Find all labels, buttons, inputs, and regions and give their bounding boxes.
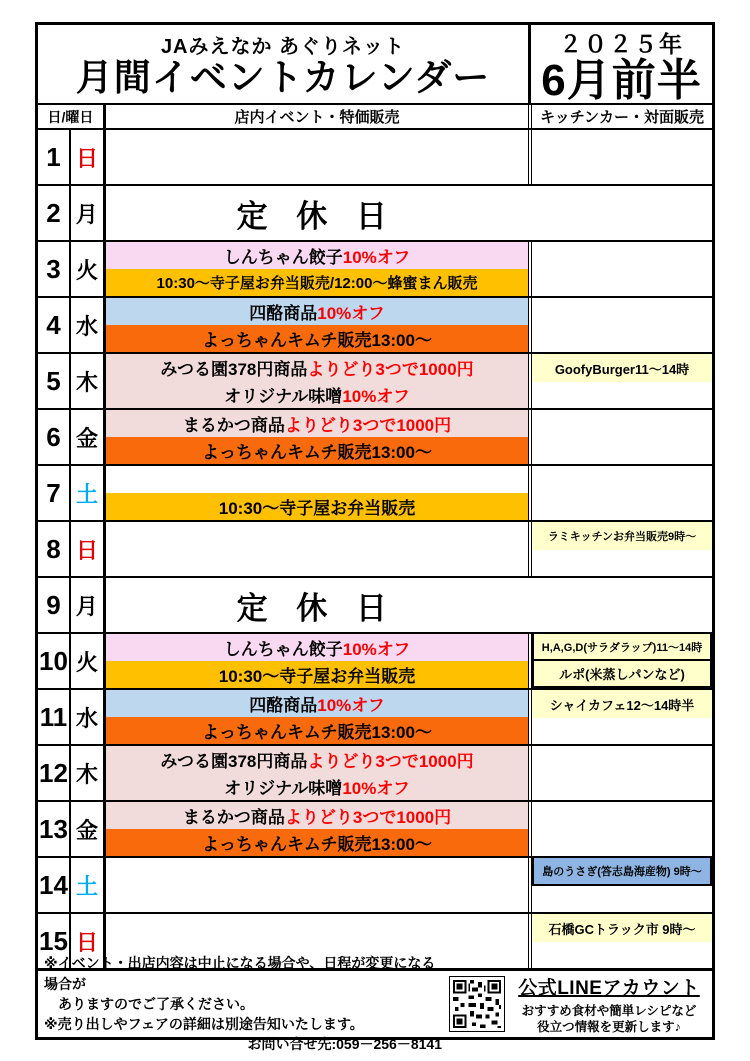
event-banner <box>106 493 528 520</box>
calendar-row-7 <box>38 464 712 520</box>
kitchen-car-banner: 石橋GCトラック市 9時～ <box>532 914 712 942</box>
title-cell <box>38 25 528 103</box>
line-sub-2: 役立つ情報を更新します♪ <box>537 1020 681 1034</box>
note-line: ※イベント・出店内容は中止になる場合や、日程が変更になる場合が <box>44 955 436 992</box>
calendar-row-13 <box>38 800 712 856</box>
event-banner <box>106 717 528 744</box>
day-of-week: 水 <box>71 690 106 744</box>
event-banner <box>106 381 528 408</box>
closed-day-cell <box>106 186 712 240</box>
event-banner <box>106 634 528 661</box>
column-date-day: 日/曜日 <box>38 105 106 128</box>
calendar-row-11 <box>38 688 712 744</box>
day-of-week: 日 <box>71 522 106 576</box>
period-cell <box>528 25 712 103</box>
footer <box>35 955 715 1053</box>
event-banner <box>106 802 528 829</box>
day-of-week: 火 <box>71 634 106 688</box>
in-store-cell <box>106 522 528 576</box>
event-text: よっちゃんキムチ販売13:00～ <box>202 835 432 854</box>
kitchen-cell <box>528 242 712 296</box>
event-banner <box>106 269 528 296</box>
date-number: 8 <box>38 522 71 576</box>
qr-code-icon <box>449 976 505 1032</box>
in-store-cell <box>106 858 528 912</box>
event-text: 四酪商品 <box>249 696 318 715</box>
date-number: 7 <box>38 466 71 520</box>
closed-day-cell <box>106 578 712 632</box>
in-store-cell <box>106 802 528 856</box>
event-banner <box>106 661 528 688</box>
event-text: 10:30～寺子屋お弁当販売 <box>218 667 416 686</box>
calendar-row-4 <box>38 296 712 352</box>
date-number: 10 <box>38 634 71 688</box>
in-store-cell <box>106 746 528 800</box>
kitchen-cell <box>528 802 712 856</box>
note-line: ※売り出しやフェアの詳細は別途告知いたします。 <box>44 1016 364 1033</box>
column-header <box>38 103 712 128</box>
date-number: 13 <box>38 802 71 856</box>
kitchen-cell <box>528 466 712 520</box>
event-calendar <box>35 22 715 971</box>
event-text: 四酪商品 <box>249 304 318 323</box>
event-banner <box>106 325 528 352</box>
calendar-row-9 <box>38 576 712 632</box>
store-name: JAみえなか あぐりネット <box>160 36 406 59</box>
closed-day-label: 定 休 日 <box>236 590 397 626</box>
calendar-row-3 <box>38 240 712 296</box>
qr-code <box>446 976 508 1032</box>
event-highlight: よりどり3つで1000円 <box>307 360 474 379</box>
event-text: みつる園378円商品 <box>160 752 308 771</box>
event-banner <box>106 746 528 773</box>
kitchen-cell <box>528 746 712 800</box>
column-kitchen-car: キッチンカー・対面販売 <box>528 105 712 128</box>
event-highlight: 10%オフ <box>342 640 411 659</box>
in-store-cell <box>106 354 528 408</box>
date-number: 3 <box>38 242 71 296</box>
kitchen-cell <box>528 298 712 352</box>
event-banner <box>106 354 528 381</box>
kitchen-cell <box>528 410 712 464</box>
contact-phone: お問い合せ先:059－256－8141 <box>247 1036 442 1053</box>
period-label: 6月前半 <box>541 55 702 105</box>
kitchen-cell <box>528 858 712 912</box>
date-number: 9 <box>38 578 71 632</box>
event-banner <box>106 690 528 717</box>
event-text: しんちゃん餃子 <box>223 248 343 267</box>
event-highlight: 10%オフ <box>342 779 410 798</box>
event-banner <box>106 298 528 325</box>
day-of-week: 日 <box>71 130 106 184</box>
day-of-week: 金 <box>71 802 106 856</box>
event-text: 10:30～寺子屋お弁当販売 <box>218 499 416 518</box>
closed-day-label: 定 休 日 <box>236 198 397 234</box>
page-title: 月間イベントカレンダー <box>75 57 491 99</box>
event-text: よっちゃんキムチ販売13:00～ <box>202 723 432 742</box>
day-of-week: 水 <box>71 298 106 352</box>
date-number: 5 <box>38 354 71 408</box>
date-number: 6 <box>38 410 71 464</box>
in-store-cell <box>106 466 528 520</box>
in-store-cell <box>106 634 528 688</box>
date-number: 15 <box>38 914 71 968</box>
column-in-store: 店内イベント・特価販売 <box>234 109 400 126</box>
calendar-row-5 <box>38 352 712 408</box>
event-highlight: 10%オフ <box>317 304 385 323</box>
day-of-week: 土 <box>71 466 106 520</box>
calendar-row-10 <box>38 632 712 688</box>
line-account-title: 公式LINEアカウント <box>518 977 700 999</box>
calendar-row-14 <box>38 856 712 912</box>
day-of-week: 金 <box>71 410 106 464</box>
event-text: しんちゃん餃子 <box>223 640 343 659</box>
event-text: まるかつ商品 <box>182 808 285 827</box>
calendar-header <box>38 25 712 103</box>
year-label: ２０２５年 <box>559 30 684 57</box>
kitchen-cell <box>528 522 712 576</box>
event-banner <box>106 410 528 437</box>
date-number: 1 <box>38 130 71 184</box>
event-banner <box>106 437 528 464</box>
kitchen-cell <box>528 914 712 968</box>
event-banner <box>106 242 528 269</box>
line-sub-1: おすすめ食材や簡単レシピなど <box>521 1003 697 1018</box>
day-of-week: 月 <box>71 186 106 240</box>
kitchen-car-banner: 島のうさぎ(答志島海産物) 9時～ <box>532 858 712 886</box>
event-highlight: 10%オフ <box>342 248 411 267</box>
event-text: 10:30～寺子屋お弁当販売/12:00～蜂蜜まん販売 <box>156 275 478 292</box>
kitchen-car-banner: シャイカフェ12～14時半 <box>532 690 712 718</box>
day-of-week: 日 <box>71 914 106 968</box>
calendar-row-12 <box>38 744 712 800</box>
date-number: 2 <box>38 186 71 240</box>
date-number: 4 <box>38 298 71 352</box>
in-store-cell <box>106 410 528 464</box>
event-text: みつる園378円商品 <box>160 360 308 379</box>
event-highlight: 10%オフ <box>342 387 410 406</box>
calendar-row-2 <box>38 184 712 240</box>
day-of-week: 木 <box>71 746 106 800</box>
line-account-description <box>522 1003 697 1036</box>
event-text: まるかつ商品 <box>182 416 285 435</box>
line-account-block <box>508 973 712 1036</box>
note-line: ありますのでご了承ください。 <box>44 995 254 1012</box>
event-text: よっちゃんキムチ販売13:00～ <box>202 443 432 462</box>
day-of-week: 火 <box>71 242 106 296</box>
calendar-row-1 <box>38 128 712 184</box>
kitchen-cell <box>528 354 712 408</box>
kitchen-cell <box>528 130 712 184</box>
day-of-week: 木 <box>71 354 106 408</box>
kitchen-car-banner: H,A,G,D(サラダラップ)11～14時 <box>532 634 712 661</box>
footer-notes <box>38 949 446 1058</box>
date-number: 11 <box>38 690 71 744</box>
calendar-row-8 <box>38 520 712 576</box>
kitchen-car-banner: ルポ(米蒸しパンなど) <box>532 661 712 688</box>
empty-slot <box>106 466 528 493</box>
event-highlight: 10%オフ <box>317 696 385 715</box>
date-number: 14 <box>38 858 71 912</box>
calendar-row-6 <box>38 408 712 464</box>
kitchen-car-banner: GoofyBurger11～14時 <box>532 354 712 382</box>
in-store-cell <box>106 298 528 352</box>
in-store-cell <box>106 242 528 296</box>
day-of-week: 土 <box>71 858 106 912</box>
in-store-cell <box>106 690 528 744</box>
event-highlight: よりどり3つで1000円 <box>284 808 452 827</box>
kitchen-cell <box>528 690 712 744</box>
event-text: オリジナル味噌 <box>224 387 343 406</box>
event-highlight: よりどり3つで1000円 <box>284 416 452 435</box>
in-store-cell <box>106 130 528 184</box>
event-text: よっちゃんキムチ販売13:00～ <box>202 331 432 350</box>
event-banner <box>106 829 528 856</box>
day-of-week: 月 <box>71 578 106 632</box>
kitchen-car-banner: ラミキッチンお弁当販売9時～ <box>532 522 712 550</box>
event-highlight: よりどり3つで1000円 <box>307 752 474 771</box>
date-number: 12 <box>38 746 71 800</box>
kitchen-cell <box>528 634 712 688</box>
event-text: オリジナル味噌 <box>224 779 343 798</box>
event-banner <box>106 773 528 800</box>
